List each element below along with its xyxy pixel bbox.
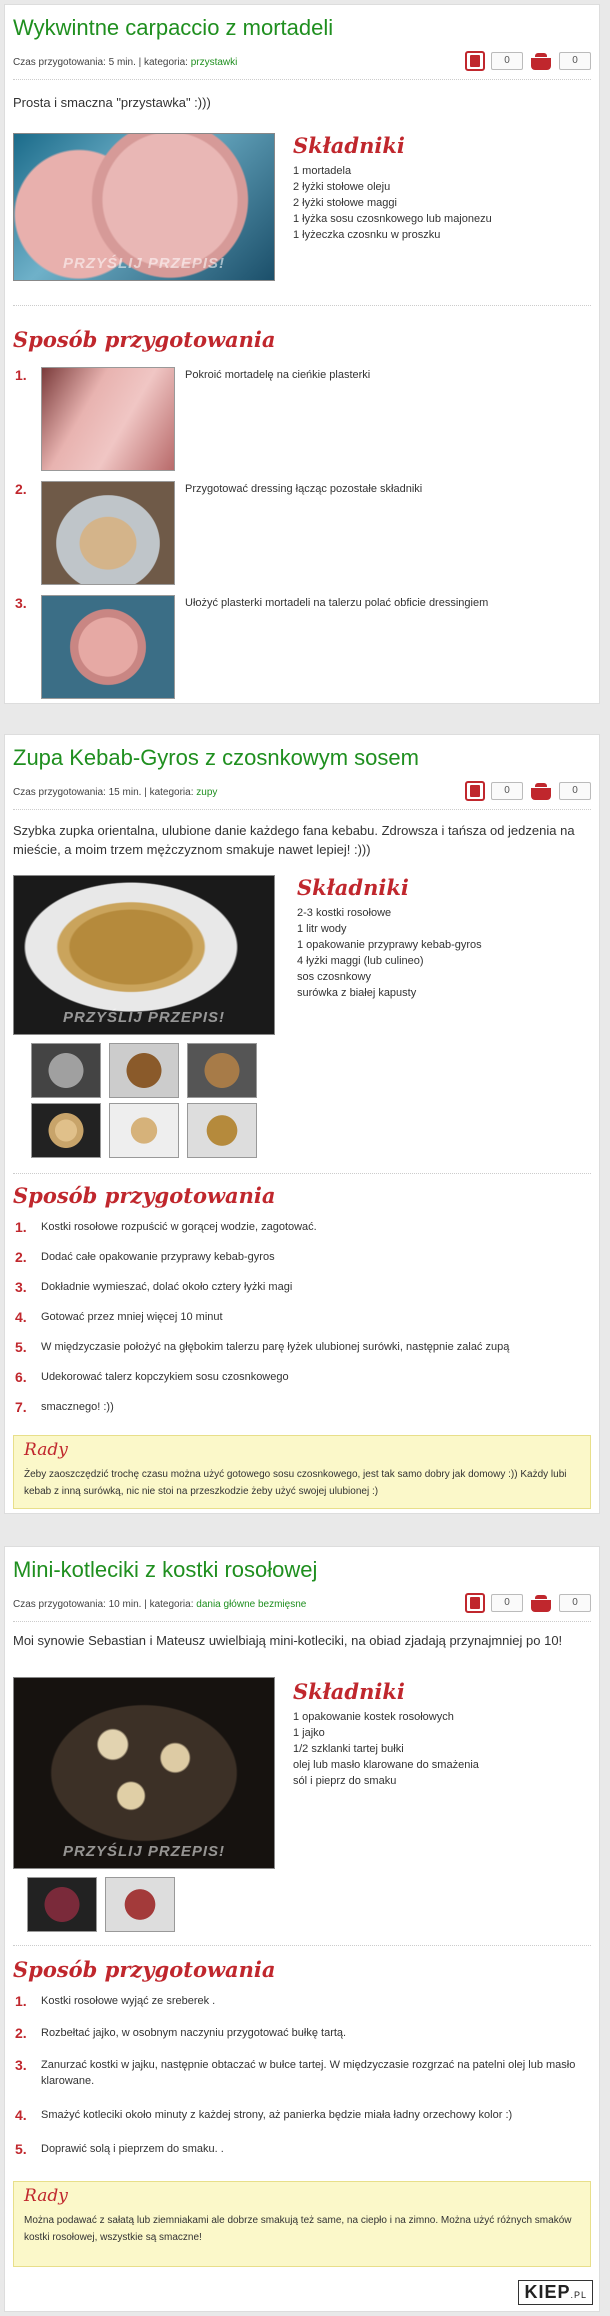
recipe-title[interactable]: Zupa Kebab-Gyros z czosnkowym sosem [13,745,419,770]
ingredients-heading: Składniki [293,1679,405,1704]
prep-time-label: Czas przygotowania: [13,57,106,68]
divider [13,79,591,80]
tips-box [13,2181,591,2267]
recipe-intro: Prosta i smaczna "przystawka" :))) [13,95,211,110]
cookbook-count: 0 [491,782,523,800]
gallery-thumb[interactable] [31,1103,101,1158]
main-photo [13,875,275,1035]
site-badge-suffix: .PL [570,2290,587,2300]
method-heading: Sposób przygotowania [13,327,276,352]
recipe-title[interactable]: Mini-kotleciki z kostki rosołowej [13,1557,318,1582]
step-number: 1. [15,1219,27,1235]
cookbook-icon[interactable] [465,51,485,71]
recipe-card-carpaccio [4,4,600,704]
ingredient-item: 2 łyżki stołowe maggi [293,197,397,209]
prep-time-label: Czas przygotowania: [13,1599,106,1610]
ingredient-item: 2 łyżki stołowe oleju [293,181,391,193]
step-number: 4. [15,2107,27,2123]
photo-watermark: PRZYŚLIJ PRZEPIS! [62,255,226,272]
main-photo [13,1677,275,1869]
gallery-thumb[interactable] [187,1103,257,1158]
ingredient-item: sos czosnkowy [297,971,371,983]
divider [13,1945,591,1946]
gallery-thumb[interactable] [109,1103,179,1158]
step-text: Doprawić solą i pieprzem do smaku. . [41,2143,224,2155]
divider [13,305,591,306]
step-photo [41,367,175,471]
step-number: 5. [15,2141,27,2157]
ingredients-list [293,1709,479,1789]
ingredients-heading: Składniki [297,875,409,900]
tips-text: Żeby zaoszczędzić trochę czasu można użyć gotowego sosu czosnkowego, jest tak samo dobry jak domowy :)) Każdy lubi kebab z inną surówką, nic nie stoi na przeszkodzie żeby użyć swojej ulubionej :) [24,1469,567,1497]
recipe-meta: Czas przygotowania: 15 min. | kategoria: zupy [13,787,218,798]
ingredient-item: surówka z białej kapusty [297,987,417,999]
ingredients-list [297,905,482,1001]
cookbook-icon[interactable] [465,781,485,801]
main-photo [13,133,275,281]
step-text: Dodać całe opakowanie przyprawy kebab-gyros [41,1251,275,1263]
step-text: W międzyczasie położyć na głębokim talerzu parę łyżek ulubionej surówki, następnie zalać zupą [41,1341,510,1353]
cooked-count: 0 [559,52,591,70]
step-text: Udekorować talerz kopczykiem sosu czosnkowego [41,1371,289,1383]
divider [13,809,591,810]
recipe-intro: Moi synowie Sebastian i Mateusz uwielbiają mini-kotleciki, na obiad zjadają przynajmniej po 10! [13,1633,563,1648]
photo-watermark: PRZYŚLIJ PRZEPIS! [62,1009,226,1026]
step-photo [41,595,175,699]
prep-time-value: 10 min. [108,1599,142,1610]
step-number: 3. [15,2057,27,2073]
step-photo [41,481,175,585]
ingredient-item: 2-3 kostki rosołowe [297,907,392,919]
step-number: 5. [15,1339,27,1355]
step-number: 6. [15,1369,27,1385]
divider [13,1173,591,1174]
ingredients-list [293,163,492,243]
step-text: Gotować przez mniej więcej 10 minut [41,1311,223,1323]
ingredient-item: 1 mortadela [293,165,352,177]
category-link[interactable]: przystawki [190,57,238,68]
cookbook-count: 0 [491,52,523,70]
pot-icon[interactable] [529,781,553,801]
step-number: 7. [15,1399,27,1415]
gallery-thumb[interactable] [105,1877,175,1932]
recipe-actions [465,781,591,801]
step-text: Dokładnie wymieszać, dolać około cztery łyżki magi [41,1281,293,1293]
category-link[interactable]: zupy [196,787,218,798]
photo-watermark: PRZYŚLIJ PRZEPIS! [62,1843,226,1860]
recipe-card-kotleciki [4,1546,600,2312]
method-heading: Sposób przygotowania [13,1957,276,1982]
tips-heading: Rady [24,2186,68,2206]
recipe-intro: Szybka zupka orientalna, ulubione danie każdego fana kebabu. Zdrowsza i tańsza od jedzenia na mieście, a moim trzem mężczyznom smakuje nawet lepiej! :))) [13,823,575,857]
step-number: 3. [15,1279,27,1295]
step-number: 2. [15,2025,27,2041]
ingredient-item: 1 jajko [293,1727,325,1739]
divider [13,1621,591,1622]
prep-time-label: Czas przygotowania: [13,787,106,798]
category-link[interactable]: dania główne bezmięsne [196,1599,307,1610]
step-number: 2. [15,481,27,497]
gallery-thumb[interactable] [31,1043,101,1098]
site-badge[interactable] [518,2280,593,2305]
pot-icon[interactable] [529,51,553,71]
recipe-meta: Czas przygotowania: 5 min. | kategoria: przystawki [13,57,238,68]
step-number: 1. [15,1993,27,2009]
recipe-actions [465,51,591,71]
cookbook-icon[interactable] [465,1593,485,1613]
ingredient-item: 1 litr wody [297,923,347,935]
cooked-count: 0 [559,1594,591,1612]
step-number: 2. [15,1249,27,1265]
step-text: Kostki rosołowe wyjąć ze sreberek . [41,1995,216,2007]
step-text: Pokroić mortadelę na cieńkie plasterki [185,369,371,381]
ingredient-item: 1/2 szklanki tartej bułki [293,1743,404,1755]
step-text: Przygotować dressing łącząc pozostałe składniki [185,483,423,495]
recipe-card-zupa [4,734,600,1514]
step-text: Ułożyć plasterki mortadeli na talerzu polać obficie dressingiem [185,597,489,609]
tips-text: Można podawać z sałatą lub ziemniakami ale dobrze smakują też same, na ciepło i na zimno. Można użyć różnych smaków kostki rosołowej, wszystkie są smaczne! [24,2215,572,2243]
prep-time-value: 15 min. [108,787,142,798]
step-text: smacznego! :)) [41,1401,114,1413]
ingredient-item: 1 łyżka sosu czosnkowego lub majonezu [293,213,492,225]
gallery-thumb[interactable] [27,1877,97,1932]
ingredient-item: sól i pieprz do smaku [293,1775,397,1787]
cooked-count: 0 [559,782,591,800]
step-number: 4. [15,1309,27,1325]
gallery-thumb[interactable] [109,1043,179,1098]
ingredients-heading: Składniki [293,133,405,158]
gallery-thumb[interactable] [187,1043,257,1098]
method-heading: Sposób przygotowania [13,1183,276,1208]
category-label: kategoria: [144,57,188,68]
recipe-title[interactable]: Wykwintne carpaccio z mortadeli [13,15,334,40]
ingredient-item: 4 łyżki maggi (lub culineo) [297,955,424,967]
recipe-actions [465,1593,591,1613]
cookbook-count: 0 [491,1594,523,1612]
ingredient-item: 1 opakowanie przyprawy kebab-gyros [297,939,482,951]
category-label: kategoria: [149,787,194,798]
prep-time-value: 5 min. [108,57,136,68]
pot-icon[interactable] [529,1593,553,1613]
ingredient-item: 1 łyżeczka czosnku w proszku [293,229,441,241]
ingredient-item: olej lub masło klarowane do smażenia [293,1759,479,1771]
step-number: 3. [15,595,27,611]
recipe-meta: Czas przygotowania: 10 min. | kategoria: dania główne bezmięsne [13,1599,307,1610]
tips-box [13,1435,591,1509]
step-number: 1. [15,367,27,383]
ingredient-item: 1 opakowanie kostek rosołowych [293,1711,454,1723]
step-text: Zanurzać kostki w jajku, następnie obtaczać w bułce tartej. W międzyczasie rozgrzać na patelni olej lub masło klarowane. [41,2059,576,2087]
step-text: Kostki rosołowe rozpuścić w gorącej wodzie, zagotować. [41,1221,317,1233]
category-label: kategoria: [149,1599,194,1610]
tips-heading: Rady [24,1440,68,1460]
step-text: Smażyć kotleciki około minuty z każdej strony, aż panierka będzie miała ładny orzechowy kolor :) [41,2109,513,2121]
site-badge-text: KIEP [524,2282,571,2302]
step-text: Rozbełtać jajko, w osobnym naczyniu przygotować bułkę tartą. [41,2027,347,2039]
